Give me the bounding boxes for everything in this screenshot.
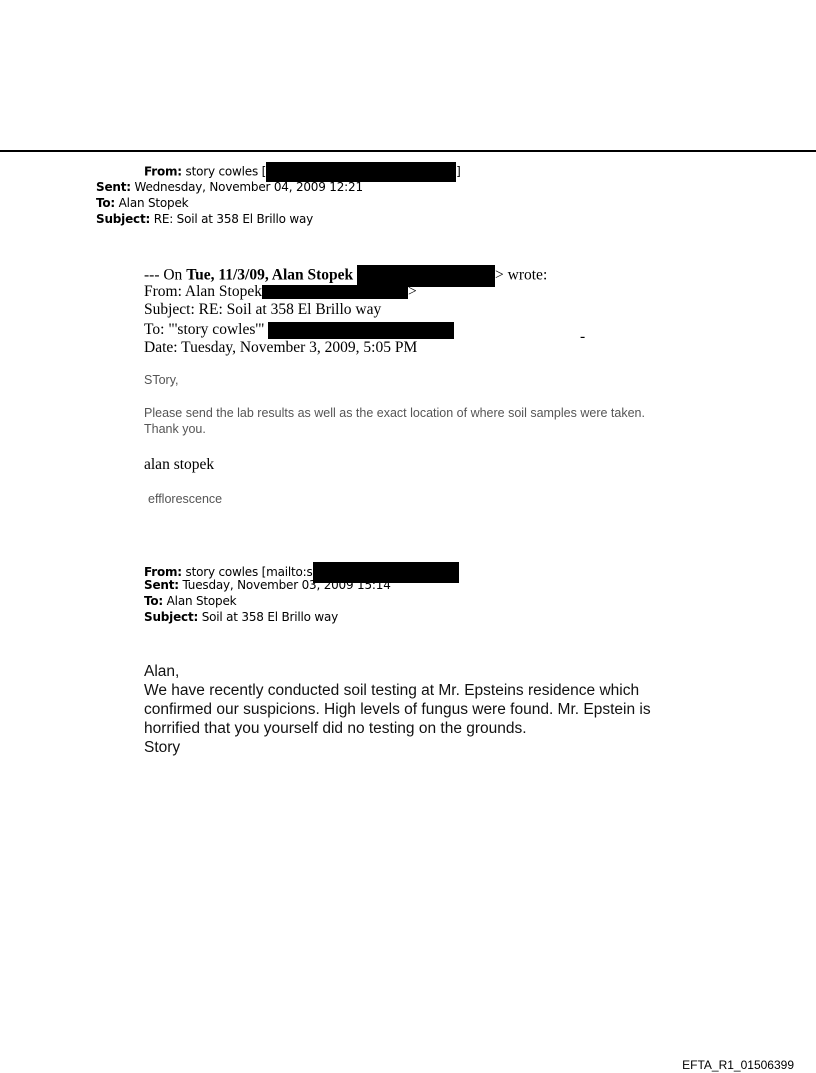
subject-value: RE: Soil at 358 El Brillo way bbox=[153, 212, 314, 226]
outer-subject-line bbox=[96, 211, 313, 227]
original-signoff: Story bbox=[144, 739, 181, 756]
to-label: To: bbox=[96, 196, 116, 210]
from-label: From: bbox=[144, 565, 182, 579]
redaction-box bbox=[262, 285, 408, 299]
reply-request-line2: Thank you. bbox=[144, 422, 206, 436]
quoted-from-trail: > bbox=[407, 283, 417, 300]
reply-greeting: STory, bbox=[144, 373, 179, 387]
original-subject-line bbox=[144, 609, 338, 625]
outer-to-line bbox=[96, 195, 188, 211]
horizontal-rule bbox=[0, 150, 816, 152]
document-id: EFTA_R1_01506399 bbox=[682, 1058, 794, 1072]
quoted-intro-prefix: --- On bbox=[144, 266, 187, 284]
to-value: Alan Stopek bbox=[118, 196, 189, 210]
original-sent-line bbox=[144, 577, 391, 593]
quoted-to-line bbox=[144, 321, 454, 339]
from-value: story cowles [ bbox=[185, 164, 267, 179]
to-value: Alan Stopek bbox=[166, 594, 237, 608]
from-trail: ] bbox=[456, 164, 461, 179]
original-to-line bbox=[144, 593, 236, 609]
reply-request-line1: Please send the lab results as well as the exact location of where soil samples were taken. bbox=[144, 406, 645, 420]
quoted-intro-bold: Tue, 11/3/09, Alan Stopek bbox=[186, 266, 354, 284]
original-body-line1: We have recently conducted soil testing at Mr. Epsteins residence which bbox=[144, 682, 640, 699]
sent-label: Sent: bbox=[144, 578, 179, 592]
original-greeting: Alan, bbox=[144, 663, 180, 680]
quoted-date-line: Date: Tuesday, November 3, 2009, 5:05 PM bbox=[144, 339, 418, 356]
original-body-line3: horrified that you yourself did no testing on the grounds. bbox=[144, 720, 527, 737]
original-body-line2: confirmed our suspicions. High levels of fungus were found. Mr. Epstein is bbox=[144, 701, 651, 718]
quoted-from-line bbox=[144, 283, 417, 301]
subject-label: Subject: bbox=[144, 610, 199, 624]
quoted-from-text: From: Alan Stopek bbox=[144, 283, 262, 300]
redaction-box bbox=[268, 322, 454, 339]
reply-tagline: efflorescence bbox=[148, 492, 223, 506]
quoted-intro-suffix: > wrote: bbox=[495, 266, 548, 284]
sent-value: Wednesday, November 04, 2009 12:21 bbox=[134, 180, 363, 194]
subject-value: Soil at 358 El Brillo way bbox=[201, 610, 339, 624]
from-label: From: bbox=[144, 164, 182, 179]
sent-value: Tuesday, November 03, 2009 15:14 bbox=[182, 578, 391, 592]
stray-dash: - bbox=[580, 328, 586, 345]
quoted-to-text: To: "'story cowles'" bbox=[144, 321, 265, 338]
quoted-subject-line: Subject: RE: Soil at 358 El Brillo way bbox=[144, 301, 382, 318]
outer-sent-line bbox=[96, 179, 363, 195]
subject-label: Subject: bbox=[96, 212, 151, 226]
to-label: To: bbox=[144, 594, 164, 608]
reply-signature: alan stopek bbox=[144, 456, 215, 473]
from-value: story cowles [mailto:s bbox=[185, 565, 313, 579]
sent-label: Sent: bbox=[96, 180, 131, 194]
